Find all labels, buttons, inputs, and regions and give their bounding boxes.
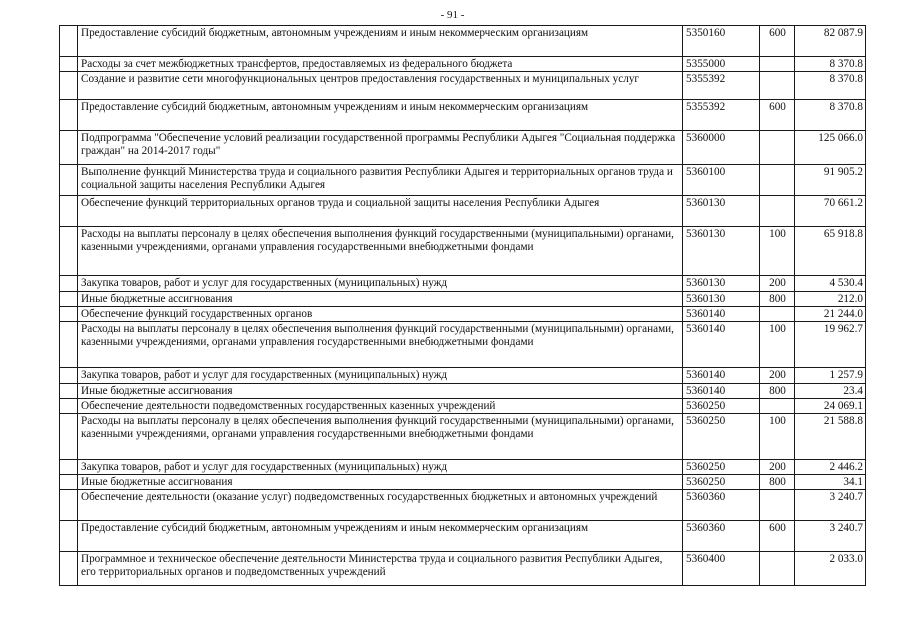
table-row xyxy=(60,57,866,72)
table-row xyxy=(60,475,866,490)
table-row xyxy=(60,276,866,292)
expense-type-cell: 600 xyxy=(760,26,795,57)
row-spacer-cell xyxy=(60,475,78,490)
amount-cell: 19 962.7 xyxy=(795,322,866,368)
expense-name-cell: Закупка товаров, работ и услуг для государственных (муниципальных) нужд xyxy=(78,276,683,292)
target-code-cell: 5360360 xyxy=(683,490,760,521)
page-number: - 91 - xyxy=(440,9,465,21)
expense-type-cell: 100 xyxy=(760,227,795,276)
expense-name-cell: Иные бюджетные ассигнования xyxy=(78,475,683,490)
expense-type-cell xyxy=(760,72,795,100)
target-code-cell: 5360140 xyxy=(683,384,760,399)
target-code-cell: 5355392 xyxy=(683,100,760,131)
target-code-cell: 5360140 xyxy=(683,368,760,384)
expense-type-cell: 200 xyxy=(760,368,795,384)
expense-type-cell xyxy=(760,196,795,227)
table-row xyxy=(60,165,866,196)
amount-cell: 1 257.9 xyxy=(795,368,866,384)
amount-cell: 82 087.9 xyxy=(795,26,866,57)
table-row xyxy=(60,26,866,57)
target-code-cell: 5360000 xyxy=(683,131,760,165)
amount-cell: 2 033.0 xyxy=(795,552,866,586)
expense-name-cell: Предоставление субсидий бюджетным, автономным учреждениям и иным некоммерческим организациям xyxy=(78,26,683,57)
amount-cell: 8 370.8 xyxy=(795,100,866,131)
target-code-cell: 5360400 xyxy=(683,552,760,586)
expense-type-cell: 600 xyxy=(760,100,795,131)
target-code-cell: 5360130 xyxy=(683,292,760,307)
expense-type-cell: 800 xyxy=(760,292,795,307)
row-spacer-cell xyxy=(60,131,78,165)
row-spacer-cell xyxy=(60,227,78,276)
table-row xyxy=(60,460,866,475)
table-row xyxy=(60,100,866,131)
expense-name-cell: Закупка товаров, работ и услуг для государственных (муниципальных) нужд xyxy=(78,460,683,475)
row-spacer-cell xyxy=(60,414,78,460)
expense-type-cell: 800 xyxy=(760,475,795,490)
amount-cell: 24 069.1 xyxy=(795,399,866,414)
amount-cell: 70 661.2 xyxy=(795,196,866,227)
table-row xyxy=(60,227,866,276)
amount-cell: 91 905.2 xyxy=(795,165,866,196)
expense-type-cell: 600 xyxy=(760,521,795,552)
row-spacer-cell xyxy=(60,521,78,552)
expense-name-cell: Расходы за счет межбюджетных трансфертов, предоставляемых из федерального бюджета xyxy=(78,57,683,72)
amount-cell: 65 918.8 xyxy=(795,227,866,276)
amount-cell: 125 066.0 xyxy=(795,131,866,165)
table-row xyxy=(60,72,866,100)
row-spacer-cell xyxy=(60,72,78,100)
table-row xyxy=(60,322,866,368)
table-row xyxy=(60,490,866,521)
row-spacer-cell xyxy=(60,57,78,72)
target-code-cell: 5360250 xyxy=(683,460,760,475)
amount-cell: 23.4 xyxy=(795,384,866,399)
expense-name-cell: Закупка товаров, работ и услуг для государственных (муниципальных) нужд xyxy=(78,368,683,384)
row-spacer-cell xyxy=(60,552,78,586)
expense-name-cell: Обеспечение деятельности (оказание услуг) подведомственных государственных бюджетных и автономных учреждений xyxy=(78,490,683,521)
target-code-cell: 5360360 xyxy=(683,521,760,552)
target-code-cell: 5360250 xyxy=(683,399,760,414)
expense-name-cell: Создание и развитие сети многофункциональных центров предоставления государственных и муниципальных услуг xyxy=(78,72,683,100)
expense-type-cell: 100 xyxy=(760,322,795,368)
table-row xyxy=(60,414,866,460)
row-spacer-cell xyxy=(60,460,78,475)
table-row xyxy=(60,368,866,384)
expense-name-cell: Программное и техническое обеспечение деятельности Министерства труда и социального развития Республики Адыгея, его территориальных органов и подведомственных учреждений xyxy=(78,552,683,586)
expense-type-cell xyxy=(760,165,795,196)
target-code-cell: 5355392 xyxy=(683,72,760,100)
target-code-cell: 5360250 xyxy=(683,414,760,460)
table-row xyxy=(60,196,866,227)
amount-cell: 3 240.7 xyxy=(795,490,866,521)
expense-type-cell xyxy=(760,57,795,72)
expense-name-cell: Обеспечение функций территориальных органов труда и социальной защиты населения Республики Адыгея xyxy=(78,196,683,227)
target-code-cell: 5350160 xyxy=(683,26,760,57)
row-spacer-cell xyxy=(60,292,78,307)
table-row xyxy=(60,384,866,399)
row-spacer-cell xyxy=(60,26,78,57)
expense-name-cell: Обеспечение деятельности подведомственных государственных казенных учреждений xyxy=(78,399,683,414)
expense-name-cell: Иные бюджетные ассигнования xyxy=(78,384,683,399)
expense-type-cell: 200 xyxy=(760,276,795,292)
expense-type-cell xyxy=(760,490,795,521)
amount-cell: 34.1 xyxy=(795,475,866,490)
table-row xyxy=(60,399,866,414)
table-row xyxy=(60,521,866,552)
expense-type-cell xyxy=(760,399,795,414)
amount-cell: 21 588.8 xyxy=(795,414,866,460)
row-spacer-cell xyxy=(60,322,78,368)
table-row xyxy=(60,131,866,165)
expense-name-cell: Подпрограмма "Обеспечение условий реализации государственной программы Республики Адыгея "Социальная поддержка граждан" на 2014-2017 годы" xyxy=(78,131,683,165)
target-code-cell: 5360250 xyxy=(683,475,760,490)
expense-name-cell: Предоставление субсидий бюджетным, автономным учреждениям и иным некоммерческим организациям xyxy=(78,100,683,131)
target-code-cell: 5355000 xyxy=(683,57,760,72)
target-code-cell: 5360130 xyxy=(683,196,760,227)
expense-type-cell xyxy=(760,552,795,586)
target-code-cell: 5360140 xyxy=(683,307,760,322)
budget-table-body xyxy=(60,26,866,586)
row-spacer-cell xyxy=(60,368,78,384)
table-row xyxy=(60,307,866,322)
target-code-cell: 5360140 xyxy=(683,322,760,368)
row-spacer-cell xyxy=(60,384,78,399)
row-spacer-cell xyxy=(60,276,78,292)
expense-name-cell: Иные бюджетные ассигнования xyxy=(78,292,683,307)
expense-type-cell: 800 xyxy=(760,384,795,399)
amount-cell: 8 370.8 xyxy=(795,57,866,72)
amount-cell: 4 530.4 xyxy=(795,276,866,292)
table-row xyxy=(60,552,866,586)
target-code-cell: 5360130 xyxy=(683,276,760,292)
target-code-cell: 5360130 xyxy=(683,227,760,276)
table-row xyxy=(60,292,866,307)
expense-type-cell: 200 xyxy=(760,460,795,475)
amount-cell: 8 370.8 xyxy=(795,72,866,100)
row-spacer-cell xyxy=(60,100,78,131)
amount-cell: 21 244.0 xyxy=(795,307,866,322)
row-spacer-cell xyxy=(60,165,78,196)
target-code-cell: 5360100 xyxy=(683,165,760,196)
row-spacer-cell xyxy=(60,307,78,322)
amount-cell: 3 240.7 xyxy=(795,521,866,552)
expense-type-cell xyxy=(760,131,795,165)
expense-type-cell xyxy=(760,307,795,322)
row-spacer-cell xyxy=(60,196,78,227)
expense-name-cell: Выполнение функций Министерства труда и социального развития Республики Адыгея и территориальных органов труда и социальной защиты населения Республики Адыгея xyxy=(78,165,683,196)
expense-name-cell: Обеспечение функций государственных органов xyxy=(78,307,683,322)
amount-cell: 212.0 xyxy=(795,292,866,307)
expense-name-cell: Предоставление субсидий бюджетным, автономным учреждениям и иным некоммерческим организациям xyxy=(78,521,683,552)
row-spacer-cell xyxy=(60,490,78,521)
expense-name-cell: Расходы на выплаты персоналу в целях обеспечения выполнения функций государственными (муниципальными) органами, казенными учреждениями, органами управления государственными внебюджетными фондами xyxy=(78,322,683,368)
expense-name-cell: Расходы на выплаты персоналу в целях обеспечения выполнения функций государственными (муниципальными) органами, казенными учреждениями, органами управления государственными внебюджетными фондами xyxy=(78,414,683,460)
budget-table xyxy=(59,25,866,586)
expense-name-cell: Расходы на выплаты персоналу в целях обеспечения выполнения функций государственными (муниципальными) органами, казенными учреждениями, органами управления государственными внебюджетными фондами xyxy=(78,227,683,276)
expense-type-cell: 100 xyxy=(760,414,795,460)
row-spacer-cell xyxy=(60,399,78,414)
amount-cell: 2 446.2 xyxy=(795,460,866,475)
